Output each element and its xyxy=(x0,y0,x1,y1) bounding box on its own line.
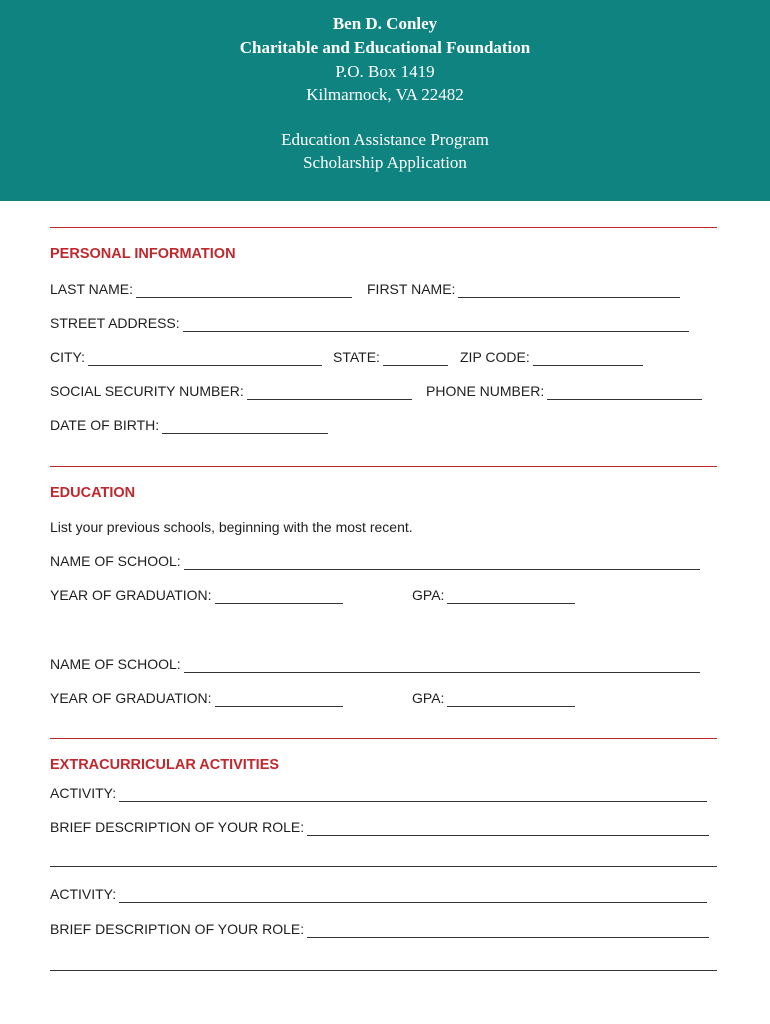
school-name-field[interactable] xyxy=(50,552,700,570)
gpa-input[interactable] xyxy=(447,692,575,707)
gpa-field[interactable] xyxy=(412,689,575,707)
first-name-label: FIRST NAME: xyxy=(367,281,456,297)
last-name-input[interactable] xyxy=(136,283,352,298)
phone-number-input[interactable] xyxy=(547,385,702,400)
first-name-input[interactable] xyxy=(458,283,680,298)
phone-number-field[interactable] xyxy=(426,382,702,400)
school-name-input[interactable] xyxy=(184,555,700,570)
last-name-field[interactable] xyxy=(50,280,352,298)
state-input[interactable] xyxy=(383,351,448,366)
form-title: Scholarship Application xyxy=(303,153,467,172)
phone-number-label: PHONE NUMBER: xyxy=(426,383,545,399)
role-description-label: BRIEF DESCRIPTION OF YOUR ROLE: xyxy=(50,921,305,937)
activity-input[interactable] xyxy=(119,787,707,802)
last-name-label: LAST NAME: xyxy=(50,281,133,297)
date-of-birth-input[interactable] xyxy=(162,419,328,434)
role-description-input[interactable] xyxy=(307,821,709,836)
city-input[interactable] xyxy=(88,351,322,366)
role-description-field[interactable] xyxy=(50,920,709,938)
date-of-birth-field[interactable] xyxy=(50,416,328,434)
school-name-input[interactable] xyxy=(184,658,700,673)
city-label: CITY: xyxy=(50,349,86,365)
graduation-year-input[interactable] xyxy=(215,589,343,604)
date-of-birth-label: DATE OF BIRTH: xyxy=(50,417,160,433)
zip-code-label: ZIP CODE: xyxy=(460,349,530,365)
education-instructions: List your previous schools, beginning with the most recent. xyxy=(50,519,413,535)
ssn-input[interactable] xyxy=(247,385,412,400)
personal-section-title: PERSONAL INFORMATION xyxy=(50,246,236,262)
school-name-label: NAME OF SCHOOL: xyxy=(50,553,181,569)
graduation-year-field[interactable] xyxy=(50,586,343,604)
graduation-year-label: YEAR OF GRADUATION: xyxy=(50,690,212,706)
section-divider xyxy=(50,466,717,467)
school-name-field[interactable] xyxy=(50,655,700,673)
activity-input[interactable] xyxy=(119,888,707,903)
gpa-label: GPA: xyxy=(412,587,445,603)
gpa-label: GPA: xyxy=(412,690,445,706)
extracurricular-section-title: EXTRACURRICULAR ACTIVITIES xyxy=(50,757,280,773)
section-divider xyxy=(50,738,717,739)
activity-field[interactable] xyxy=(50,784,707,802)
graduation-year-input[interactable] xyxy=(215,692,343,707)
role-description-continuation-line[interactable] xyxy=(50,970,717,971)
graduation-year-field[interactable] xyxy=(50,689,343,707)
role-description-label: BRIEF DESCRIPTION OF YOUR ROLE: xyxy=(50,819,305,835)
gpa-field[interactable] xyxy=(412,586,575,604)
zip-code-field[interactable] xyxy=(460,348,643,366)
gpa-input[interactable] xyxy=(447,589,575,604)
zip-code-input[interactable] xyxy=(533,351,643,366)
org-name-line2: Charitable and Educational Foundation xyxy=(239,38,531,57)
activity-label: ACTIVITY: xyxy=(50,886,117,902)
street-address-field[interactable] xyxy=(50,314,689,332)
address-line2: Kilmarnock, VA 22482 xyxy=(306,85,464,104)
street-address-label: STREET ADDRESS: xyxy=(50,315,180,331)
first-name-field[interactable] xyxy=(367,280,680,298)
city-field[interactable] xyxy=(50,348,322,366)
ssn-label: SOCIAL SECURITY NUMBER: xyxy=(50,383,244,399)
state-field[interactable] xyxy=(333,348,448,366)
role-description-field[interactable] xyxy=(50,818,709,836)
school-name-label: NAME OF SCHOOL: xyxy=(50,656,181,672)
graduation-year-label: YEAR OF GRADUATION: xyxy=(50,587,212,603)
role-description-input[interactable] xyxy=(307,923,709,938)
address-line1: P.O. Box 1419 xyxy=(335,62,435,81)
ssn-field[interactable] xyxy=(50,382,412,400)
activity-label: ACTIVITY: xyxy=(50,785,117,801)
state-label: STATE: xyxy=(333,349,380,365)
header-banner xyxy=(0,0,770,201)
org-name-line1: Ben D. Conley xyxy=(332,14,438,33)
program-name: Education Assistance Program xyxy=(281,130,489,149)
education-section-title: EDUCATION xyxy=(50,485,136,501)
section-divider xyxy=(50,227,717,228)
street-address-input[interactable] xyxy=(183,317,689,332)
role-description-continuation-line[interactable] xyxy=(50,866,717,867)
activity-field[interactable] xyxy=(50,885,707,903)
